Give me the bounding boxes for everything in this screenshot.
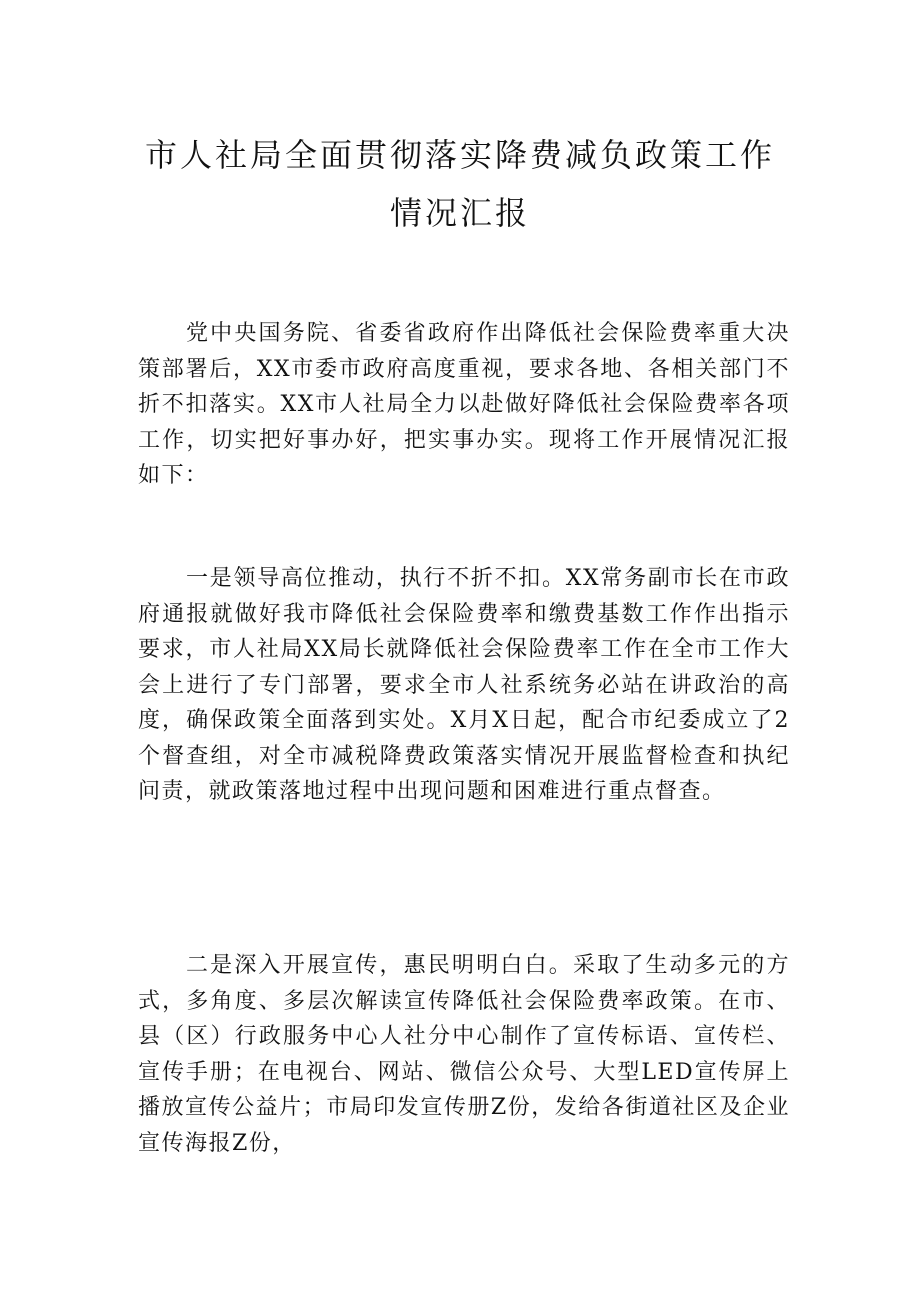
paragraph-text: 一是领导高位推动，执行不折不扣。XX常务副市长在市政府通报就做好我市降低社会保险费率和缴费基数工作作出指示要求，市人社局XX局长就降低社会保险费率工作在全市工作大会上进行了专门部署，要求全市人社系统务必站在讲政治的高度，确保政策全面落到实处。X月X日起，配合市纪委成立了2个督查组，对全市减税降费政策落实情况开展监督检查和执纪问责，就政策落地过程中出现问题和困难进行重点督查。: [138, 566, 790, 804]
paragraph-leadership: [138, 561, 790, 810]
title-line-2: 情况汇报: [389, 194, 530, 232]
document-title: [0, 126, 920, 242]
paragraph-text: 党中央国务院、省委省政府作出降低社会保险费率重大决策部署后，XX市委市政府高度重视，要求各地、各相关部门不折不扣落实。XX市人社局全力以赴做好降低社会保险费率各项工作，切实把好事办好，把实事办实。现将工作开展情况汇报如下：: [138, 321, 790, 488]
paragraph-publicity: [138, 948, 790, 1161]
title-line-1: 市人社局全面贯彻落实降费减负政策工作: [144, 136, 775, 174]
paragraph-text: 二是深入开展宣传，惠民明明白白。采取了生动多元的方式，多角度、多层次解读宣传降低社会保险费率政策。在市、县（区）行政服务中心人社分中心制作了宣传标语、宣传栏、宣传手册；在电视台、网站、微信公众号、大型LED宣传屏上播放宣传公益片；市局印发宣传册Z份，发给各街道社区及企业宣传海报Z份，: [138, 953, 790, 1156]
paragraph-intro: [138, 316, 790, 494]
